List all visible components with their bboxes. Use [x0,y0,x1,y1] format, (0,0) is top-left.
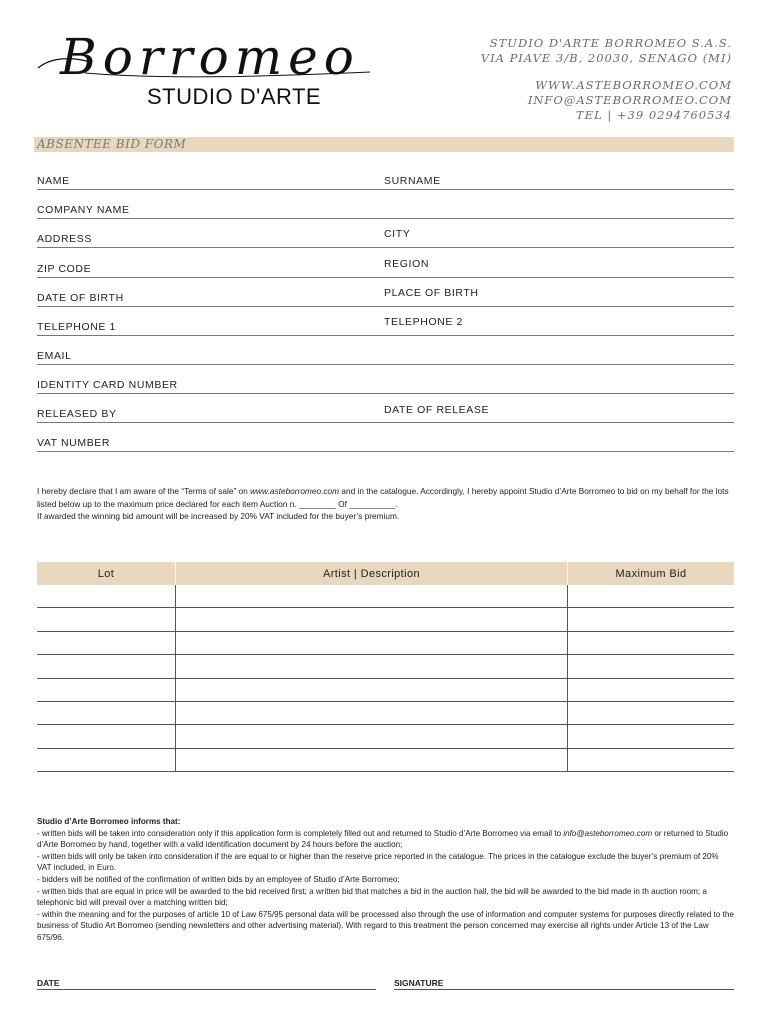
info-bullet-1: - written bids will be taken into consideration only if this application form is completely filled out and returned to Studio d’Arte Borromeo via email to info@asteborromeo.com or returned to Studio d’Arte Borromeo by hand, together with a valid identification document by 24 hours before the auction; [37,828,729,850]
email-label: EMAIL [37,350,72,362]
signature-label: SIGNATURE [394,978,444,988]
declaration-line2: If awarded the winning bid amount will be increased by 20% VAT included for the buyer’s premium. [37,511,400,521]
company-email[interactable]: INFO@ASTEBORROMEO.COM [527,93,732,107]
info-bullet-2: - written bids will only be taken into consideration if the are equal to or higher than the reserve price reported in the catalogue. The prices in the catalogue exclude the buyer’s premium of 20% VAT included, in Euro. [37,851,719,873]
zip-region-line[interactable] [37,277,734,278]
telephone-line[interactable] [37,335,734,336]
form-title: ABSENTEE BID FORM [37,137,187,151]
released-by-label: RELEASED BY [37,408,117,420]
info-heading: Studio d’Arte Borromeo informs that: [37,817,181,826]
declaration-text [37,485,735,523]
bids-table [37,562,734,772]
vat-number-line[interactable] [37,451,734,452]
date-of-birth-label: DATE OF BIRTH [37,292,124,304]
maximum-bid-header: Maximum Bid [568,562,735,585]
maximum-bid-cell[interactable] [568,631,735,654]
lot-cell[interactable] [37,585,176,608]
form-title-band [34,137,734,152]
maximum-bid-cell[interactable] [568,608,735,631]
artist-description-cell[interactable] [176,748,568,771]
company-address: VIA PIAVE 3/B, 20030, SENAGO (MI) [480,51,732,65]
lot-cell[interactable] [37,748,176,771]
company-name-label: COMPANY NAME [37,204,130,216]
company-name: STUDIO D'ARTE BORROMEO S.A.S. [489,36,732,50]
vat-number-label: VAT NUMBER [37,437,111,449]
signature-line[interactable] [394,989,734,990]
bid-row [37,631,734,654]
logo-script: Borromeo [60,28,360,86]
info-bullet-5: - within the meaning and for the purposes of article 10 of Law 675/95 personal data will be processed also through the use of information and computer systems for purposes directly related to the business of Studio Art Borromeo (sending newsletters and other advertising material). With regard to this treatment the person concerned may exercise all rights under Article 13 of the Law 675/96. [37,909,734,942]
company-website[interactable]: WWW.ASTEBORROMEO.COM [535,78,732,92]
identity-card-label: IDENTITY CARD NUMBER [37,379,178,391]
bid-row [37,585,734,608]
company-name-line[interactable] [37,218,734,219]
bid-row [37,608,734,631]
bid-row [37,748,734,771]
artist-description-cell[interactable] [176,701,568,724]
address-city-line[interactable] [37,247,734,248]
place-of-birth-label: PLACE OF BIRTH [384,287,479,299]
lot-cell[interactable] [37,701,176,724]
maximum-bid-cell[interactable] [568,725,735,748]
artist-description-cell[interactable] [176,655,568,678]
telephone-2-label: TELEPHONE 2 [384,316,463,328]
company-info [481,36,732,123]
artist-description-cell[interactable] [176,725,568,748]
maximum-bid-cell[interactable] [568,678,735,701]
declaration-part2: and in the catalogue. Accordingly, I hereby appoint Studio d’Arte Borromeo to bid on my behalf for the lots listed below up to the maximum price declared for each item Auction n. ________ Of __________. [37,486,729,509]
bid-row [37,678,734,701]
identity-card-line[interactable] [37,393,734,394]
address-label: ADDRESS [37,233,92,245]
lot-cell[interactable] [37,608,176,631]
name-label: NAME [37,175,70,187]
logo [30,28,375,113]
birth-line[interactable] [37,306,734,307]
date-of-release-label: DATE OF RELEASE [384,404,490,416]
maximum-bid-cell[interactable] [568,585,735,608]
artist-description-header: Artist | Description [176,562,568,585]
maximum-bid-cell[interactable] [568,701,735,724]
lot-cell[interactable] [37,631,176,654]
bid-row [37,655,734,678]
name-surname-line[interactable] [37,189,734,190]
artist-description-cell[interactable] [176,585,568,608]
surname-label: SURNAME [384,175,441,187]
lot-cell[interactable] [37,655,176,678]
info-bullet-4: - written bids that are equal in price will be awarded to the bid received first; a written bid that matches a bid in the auction hall, the bid will be awarded to the bid made in th auction room; a telephonic bid will prevail over a matching written bid; [37,886,707,908]
date-label: DATE [37,978,60,988]
maximum-bid-cell[interactable] [568,748,735,771]
city-label: CITY [384,228,411,240]
date-line[interactable] [37,989,376,990]
info-email-link[interactable]: info@asteborromeo.com [563,828,653,838]
artist-description-cell[interactable] [176,608,568,631]
bid-row [37,725,734,748]
email-line[interactable] [37,364,734,365]
declaration-part1: I hereby declare that I am aware of the “Terms of sale” on [37,486,251,496]
lot-cell[interactable] [37,725,176,748]
telephone-1-label: TELEPHONE 1 [37,321,116,333]
declaration-site-link[interactable]: www.asteborromeo.com [250,486,340,496]
maximum-bid-cell[interactable] [568,655,735,678]
lot-cell[interactable] [37,678,176,701]
bids-table-header [37,562,734,585]
region-label: REGION [384,258,430,270]
artist-description-cell[interactable] [176,678,568,701]
info-bullet-3: - bidders will be notified of the confirmation of written bids by an employee of Studio d’Arte Borromeo; [37,874,400,884]
release-line[interactable] [37,422,734,423]
artist-description-cell[interactable] [176,631,568,654]
lot-header: Lot [37,562,176,585]
bid-row [37,701,734,724]
info-section [37,816,735,944]
zip-code-label: ZIP CODE [37,263,92,275]
company-phone: TEL | +39 0294760534 [576,108,732,122]
logo-subtitle: STUDIO D'ARTE [147,84,322,109]
